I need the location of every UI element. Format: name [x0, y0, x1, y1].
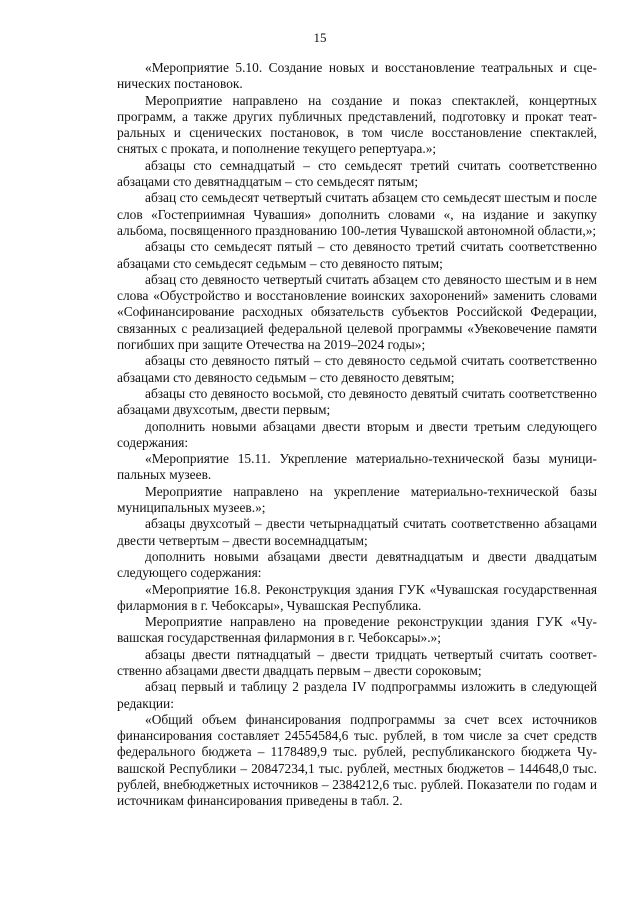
paragraph: абзац сто семьдесят четвертый считать абзацем сто семьдесят шестым и после слов «Гостеприимная Чувашия» дополнить словами «, на издание и закупку альбома, посвященного празднованию 100-летия Чувашской автономной области,»; — [117, 190, 597, 238]
paragraph: «Мероприятие 5.10. Создание новых и восстановление театральных и сценических постановок. — [117, 60, 597, 92]
document-body — [117, 60, 597, 810]
paragraph: Мероприятие направлено на создание и показ спектаклей, концертных программ, а также других публичных представлений, подготовку и прокат театральных и сценических постановок, в том числе восстановление спектаклей, снятых с проката, и пополнение текущего репертуара.»; — [117, 92, 597, 157]
paragraph: абзацы двести пятнадцатый – двести тридцать четвертый считать соответственно абзацами двести двадцать первым – двести сороковым; — [117, 646, 597, 678]
paragraph: абзацы двухсотый – двести четырнадцатый считать соответственно абзацами двести четвертым – двести восемнадцатым; — [117, 516, 597, 548]
page-number: 15 — [313, 30, 327, 45]
paragraph: Мероприятие направлено на проведение реконструкции здания ГУК «Чувашская государственная филармония в г. Чебоксары».»; — [117, 614, 597, 646]
paragraph: «Мероприятие 15.11. Укрепление материально-технической базы муниципальных музеев. — [117, 451, 597, 483]
paragraph: абзац первый и таблицу 2 раздела IV подпрограммы изложить в следующей редакции: — [117, 679, 597, 711]
paragraph: Мероприятие направлено на укрепление материально-технической базы муниципальных музеев.»; — [117, 483, 597, 516]
paragraph: дополнить новыми абзацами двести вторым и двести третьим следующего содержания: — [117, 418, 597, 450]
paragraph: дополнить новыми абзацами двести девятнадцатым и двести двадцатым следующего содержания: — [117, 548, 597, 581]
paragraph: абзацы сто семнадцатый – сто семьдесят третий считать соответственно абзацами сто девятнадцатым – сто семьдесят пятым; — [117, 157, 597, 190]
paragraph: абзацы сто девяносто восьмой, сто девяносто девятый считать соответственно абзацами двухсотым, двести первым; — [117, 385, 597, 418]
paragraph: абзацы сто семьдесят пятый – сто девяносто третий считать соответственно абзацами сто семьдесят седьмым – сто девяносто пятым; — [117, 239, 597, 271]
paragraph: абзац сто девяносто четвертый считать абзацем сто девяносто шестым и в нем слова «Обустройство и восстановление воинских захоронений» заменить словами «Софинансирование расходных обязательств субъектов Российской Федерации, связанных с реализацией федеральной целевой программы «Увековечение памяти погибших при защите Отечества на 2019–2024 годы»; — [117, 271, 597, 353]
paragraph: абзацы сто девяносто пятый – сто девяносто седьмой считать соответственно абзацами сто девяносто седьмым – сто девяносто девятым; — [117, 353, 597, 385]
paragraph: «Общий объем финансирования подпрограммы за счет всех источников финансирования составляет 24554584,6 тыс. рублей, в том числе за счет средств федерального бюджета – 1178489,9 тыс. рублей, республиканского бюджета Чувашской Республики – 20847234,1 тыс. рублей, местных бюджетов – 144648,0 тыс. рублей, внебюджетных источников – 2384212,6 тыс. рублей. Показатели по годам и источникам финансирования приведены в табл. 2. — [117, 711, 597, 809]
paragraph: «Мероприятие 16.8. Реконструкция здания ГУК «Чувашская государственная филармония в г. Чебоксары», Чувашская Республика. — [117, 581, 597, 613]
